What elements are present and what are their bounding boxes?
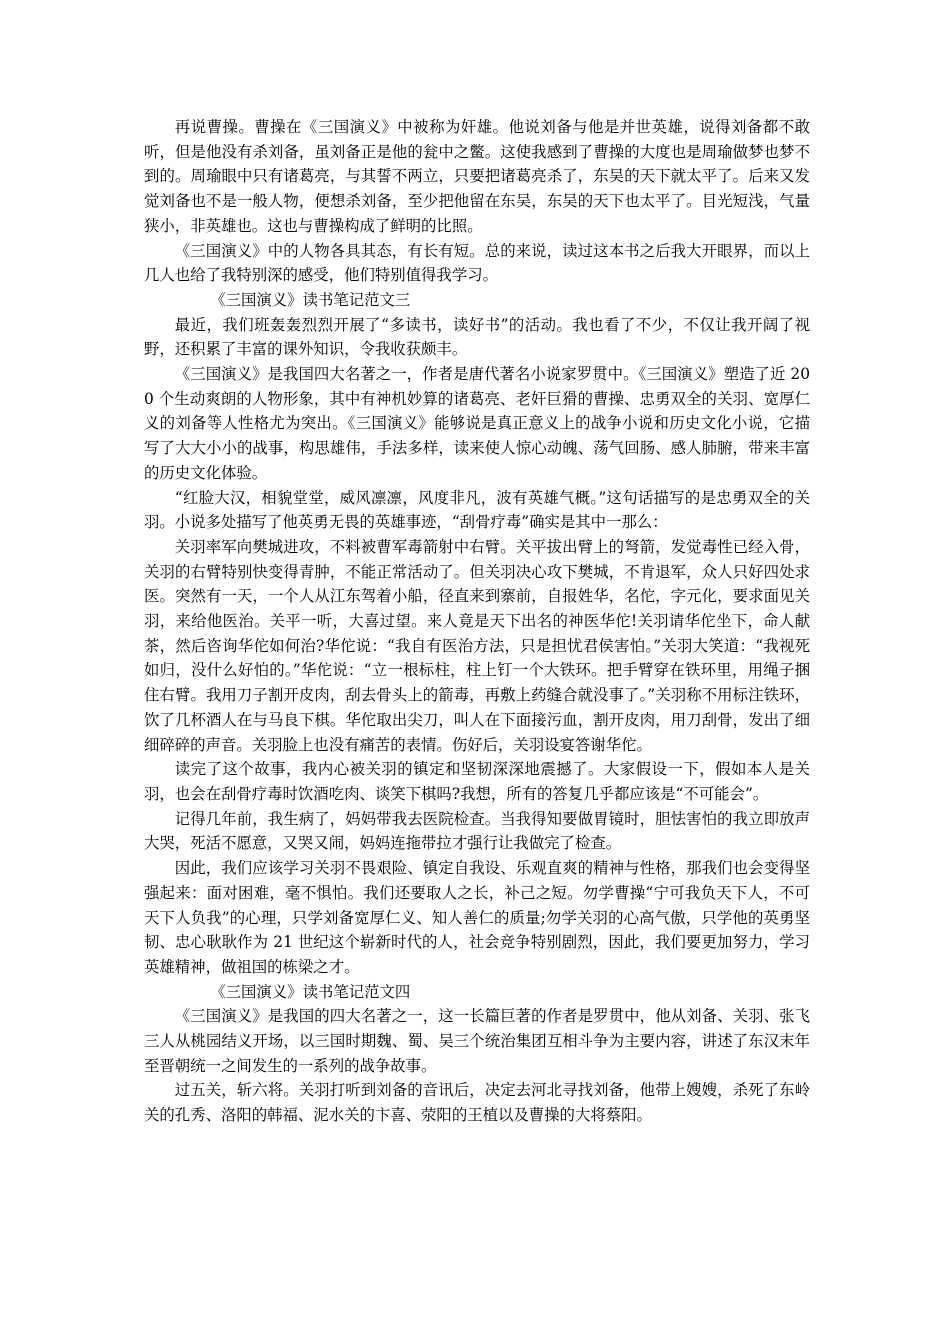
document-body xyxy=(144,115,810,1128)
paragraph-five-passes: 过五关，斩六将。关羽打听到刘备的音讯后，决定去河北寻找刘备，他带上嫂嫂，杀死了东岭关的孔秀、洛阳的韩福、泥水关的卞喜、荥阳的王植以及曹操的大将蔡阳。 xyxy=(144,1081,810,1125)
paragraph-intro-4: 《三国演义》是我国的四大名著之一，这一长篇巨著的作者是罗贯中，他从刘备、关羽、张飞三人从桃园结义开场，以三国时期魏、蜀、吴三个统治集团互相斗争为主要内容，讲述了东汉末年至晋朝统一之间发生的一系列的战争故事。 xyxy=(144,1007,810,1075)
paragraph-conclusion: 因此，我们应该学习关羽不畏艰险、镇定自我设、乐观直爽的精神与性格，那我们也会变得坚强起来：面对困难，毫不惧怕。我们还要取人之长，补己之短。勿学曹操“宁可我负天下人，不可天下人负我”的心理，只学刘备宽厚仁义、知人善仁的质量;勿学关羽的心高气傲，只学他的英勇坚韧、忠心耿耿作为 21 世纪这个崭新时代的人，社会竞争特别剧烈，因此，我们要更加努力，学习英雄精神，做祖国的栋梁之才。 xyxy=(144,859,810,976)
paragraph-summary: 《三国演义》中的人物各具其态，有长有短。总的来说，读过这本书之后我大开眼界，而以上几人也给了我特别深的感受，他们特别值得我学习。 xyxy=(144,241,810,285)
section-heading-3: 《三国演义》读书笔记范文三 xyxy=(210,290,411,309)
paragraph-reflection: 读完了这个故事，我内心被关羽的镇定和坚韧深深地震撼了。大家假设一下，假如本人是关羽，也会在刮骨疗毒时饮酒吃肉、谈笑下棋吗?我想，所有的答复几乎都应该是“不可能会”。 xyxy=(144,760,810,803)
paragraph-memory: 记得几年前，我生病了，妈妈带我去医院检查。当我得知要做胃镜时，胆怯害怕的我立即放声大哭，死活不愿意，又哭又闹，妈妈连拖带拉才强行让我做完了检查。 xyxy=(144,809,810,853)
section-heading-4: 《三国演义》读书笔记范文四 xyxy=(210,982,411,1001)
paragraph-reading-activity: 最近，我们班轰轰烈烈开展了“多读书，读好书”的活动。我也看了不少，不仅让我开阔了视野，还积累了丰富的课外知识，令我收获颇丰。 xyxy=(144,315,810,359)
paragraph-guan-yu-quote: “红脸大汉，相貌堂堂，威风凛凛，风度非凡，波有英雄气概。”这句话描写的是忠勇双全的关羽。小说多处描写了他英勇无畏的英雄事迹，“刮骨疗毒”确实是其中一那么： xyxy=(144,488,810,532)
paragraph-story: 关羽率军向樊城进攻，不料被曹军毒箭射中右臂。关平拔出臂上的弩箭，发觉毒性已经入骨，关羽的右臂特别快变得青肿，不能正常活动了。但关羽决心攻下樊城，不肯退军，众人只好四处求医。突然有一天，一个人从江东驾着小船，径直来到寨前，自报姓华，名佗，字元化，要求面见关羽，来给他医治。关平一听，大喜过望。来人竟是天下出名的神医华佗!关羽请华佗坐下，命人献茶，然后咨询华佗如何治?华佗说：“我自有医治方法，只是担忧君侯害怕。”关羽大笑道：“我视死如归，没什么好怕的。”华佗说：“立一根标柱，柱上钉一个大铁环。把手臂穿在铁环里，用绳子捆住右臂。我用刀子割开皮肉，刮去骨头上的箭毒，再敷上药缝合就没事了。”关羽称不用标注铁环，饮了几杯酒人在与马良下棋。华佗取出尖刀，叫人在下面接污血，割开皮肉，用刀刮骨，发出了细细碎碎的声音。关羽脸上也没有痛苦的表情。伤好后，关羽设宴答谢华佗。 xyxy=(144,537,810,754)
paragraph-cao-cao: 再说曹操。曹操在《三国演义》中被称为奸雄。他说刘备与他是并世英雄，说得刘备都不敢听，但是他没有杀刘备，虽刘备正是他的瓮中之鳖。这使我感到了曹操的大度也是周瑜做梦也梦不到的。周瑜眼中只有诸葛亮，与其誓不两立，只要把诸葛亮杀了，东吴的天下就太平了。后来又发觉刘备也不是一般人物，便想杀刘备，至少把他留在东吴，东吴的天下也太平了。目光短浅，气量狭小，非英雄也。这也与曹操构成了鲜明的比照。 xyxy=(144,118,810,235)
paragraph-intro: 《三国演义》是我国四大名著之一，作者是唐代著名小说家罗贯中。《三国演义》塑造了近 200 个生动爽朗的人物形象，其中有神机妙算的诸葛亮、老奸巨猾的曹操、忠勇双全的关羽、宽厚仁义的刘备等人性格尤为突出。《三国演义》能够说是真正意义上的战争小说和历史文化小说，它描写了大大小小的战事，构思雄伟，手法多样，读来使人惊心动魄、荡气回肠、感人肺腑，带来丰富的历史文化体验。 xyxy=(144,365,810,482)
